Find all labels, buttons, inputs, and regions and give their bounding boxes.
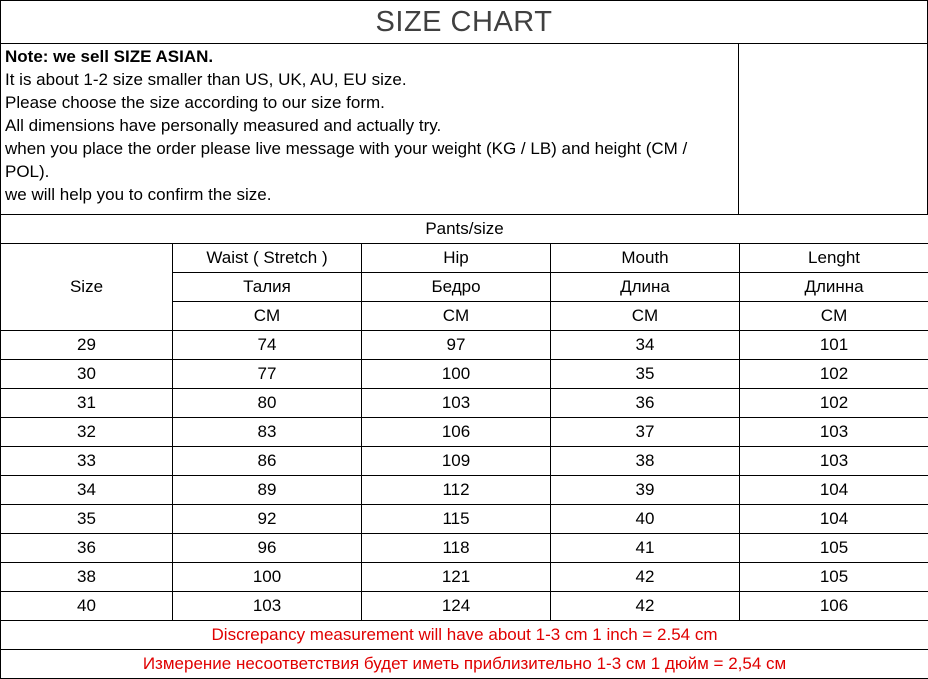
notes-divider bbox=[738, 44, 739, 214]
table-row bbox=[1, 534, 928, 563]
footer-note-en: Discrepancy measurement will have about 1-3 cm 1 inch = 2.54 cm bbox=[1, 621, 928, 650]
notes-line: POL). bbox=[5, 162, 50, 181]
column-header-ru: Длинна bbox=[740, 273, 928, 302]
measurement-cell: 106 bbox=[740, 592, 928, 621]
table-row bbox=[1, 563, 928, 592]
measurement-cell: 121 bbox=[362, 563, 551, 592]
column-header-ru: Талия bbox=[173, 273, 362, 302]
column-header-en: Mouth bbox=[551, 244, 740, 273]
measurement-cell: 38 bbox=[551, 447, 740, 476]
measurement-cell: 106 bbox=[362, 418, 551, 447]
footer-note-ru: Измерение несоответствия будет иметь приблизительно 1-3 см 1 дюйм = 2,54 см bbox=[1, 650, 928, 679]
chart-title: SIZE CHART bbox=[0, 0, 928, 44]
measurement-cell: 39 bbox=[551, 476, 740, 505]
size-table bbox=[0, 214, 928, 679]
notes-heading: Note: we sell SIZE ASIAN. bbox=[5, 47, 214, 66]
column-header-en: Hip bbox=[362, 244, 551, 273]
table-row bbox=[1, 592, 928, 621]
measurement-cell: 103 bbox=[173, 592, 362, 621]
measurement-cell: 40 bbox=[551, 505, 740, 534]
measurement-cell: 124 bbox=[362, 592, 551, 621]
column-header-en: Waist ( Stretch ) bbox=[173, 244, 362, 273]
size-header: Size bbox=[1, 244, 173, 331]
measurement-cell: 89 bbox=[173, 476, 362, 505]
measurement-cell: 102 bbox=[740, 360, 928, 389]
size-cell: 35 bbox=[1, 505, 173, 534]
measurement-cell: 105 bbox=[740, 563, 928, 592]
notes-line: It is about 1-2 size smaller than US, UK, AU, EU size. bbox=[5, 70, 407, 89]
column-unit: CM bbox=[551, 302, 740, 331]
notes-line: we will help you to confirm the size. bbox=[5, 185, 272, 204]
size-cell: 33 bbox=[1, 447, 173, 476]
table-row bbox=[1, 476, 928, 505]
column-unit: CM bbox=[362, 302, 551, 331]
size-cell: 31 bbox=[1, 389, 173, 418]
measurement-cell: 104 bbox=[740, 476, 928, 505]
measurement-cell: 42 bbox=[551, 563, 740, 592]
measurement-cell: 35 bbox=[551, 360, 740, 389]
measurement-cell: 77 bbox=[173, 360, 362, 389]
measurement-cell: 105 bbox=[740, 534, 928, 563]
measurement-cell: 104 bbox=[740, 505, 928, 534]
table-row bbox=[1, 505, 928, 534]
measurement-cell: 36 bbox=[551, 389, 740, 418]
measurement-cell: 109 bbox=[362, 447, 551, 476]
notes-line: Please choose the size according to our size form. bbox=[5, 93, 385, 112]
size-cell: 40 bbox=[1, 592, 173, 621]
table-row bbox=[1, 331, 928, 360]
column-header-ru: Длина bbox=[551, 273, 740, 302]
size-cell: 32 bbox=[1, 418, 173, 447]
measurement-cell: 92 bbox=[173, 505, 362, 534]
measurement-cell: 34 bbox=[551, 331, 740, 360]
measurement-cell: 112 bbox=[362, 476, 551, 505]
table-row bbox=[1, 447, 928, 476]
measurement-cell: 37 bbox=[551, 418, 740, 447]
size-cell: 30 bbox=[1, 360, 173, 389]
table-row bbox=[1, 418, 928, 447]
notes-line: when you place the order please live message with your weight (KG / LB) and height (CM / bbox=[5, 139, 688, 158]
measurement-cell: 83 bbox=[173, 418, 362, 447]
measurement-cell: 96 bbox=[173, 534, 362, 563]
measurement-cell: 103 bbox=[740, 418, 928, 447]
measurement-cell: 102 bbox=[740, 389, 928, 418]
table-caption: Pants/size bbox=[1, 215, 928, 244]
column-unit: CM bbox=[173, 302, 362, 331]
measurement-cell: 103 bbox=[362, 389, 551, 418]
measurement-cell: 74 bbox=[173, 331, 362, 360]
measurement-cell: 97 bbox=[362, 331, 551, 360]
table-row bbox=[1, 389, 928, 418]
size-cell: 29 bbox=[1, 331, 173, 360]
table-row bbox=[1, 360, 928, 389]
measurement-cell: 103 bbox=[740, 447, 928, 476]
size-cell: 38 bbox=[1, 563, 173, 592]
measurement-cell: 115 bbox=[362, 505, 551, 534]
measurement-cell: 101 bbox=[740, 331, 928, 360]
measurement-cell: 86 bbox=[173, 447, 362, 476]
measurement-cell: 80 bbox=[173, 389, 362, 418]
column-header-ru: Бедро bbox=[362, 273, 551, 302]
measurement-cell: 100 bbox=[173, 563, 362, 592]
measurement-cell: 100 bbox=[362, 360, 551, 389]
measurement-cell: 118 bbox=[362, 534, 551, 563]
measurement-cell: 41 bbox=[551, 534, 740, 563]
notes-box bbox=[0, 43, 928, 215]
size-cell: 36 bbox=[1, 534, 173, 563]
size-cell: 34 bbox=[1, 476, 173, 505]
notes-text bbox=[5, 45, 735, 206]
measurement-cell: 42 bbox=[551, 592, 740, 621]
column-unit: CM bbox=[740, 302, 928, 331]
notes-line: All dimensions have personally measured and actually try. bbox=[5, 116, 442, 135]
column-header-en: Lenght bbox=[740, 244, 928, 273]
